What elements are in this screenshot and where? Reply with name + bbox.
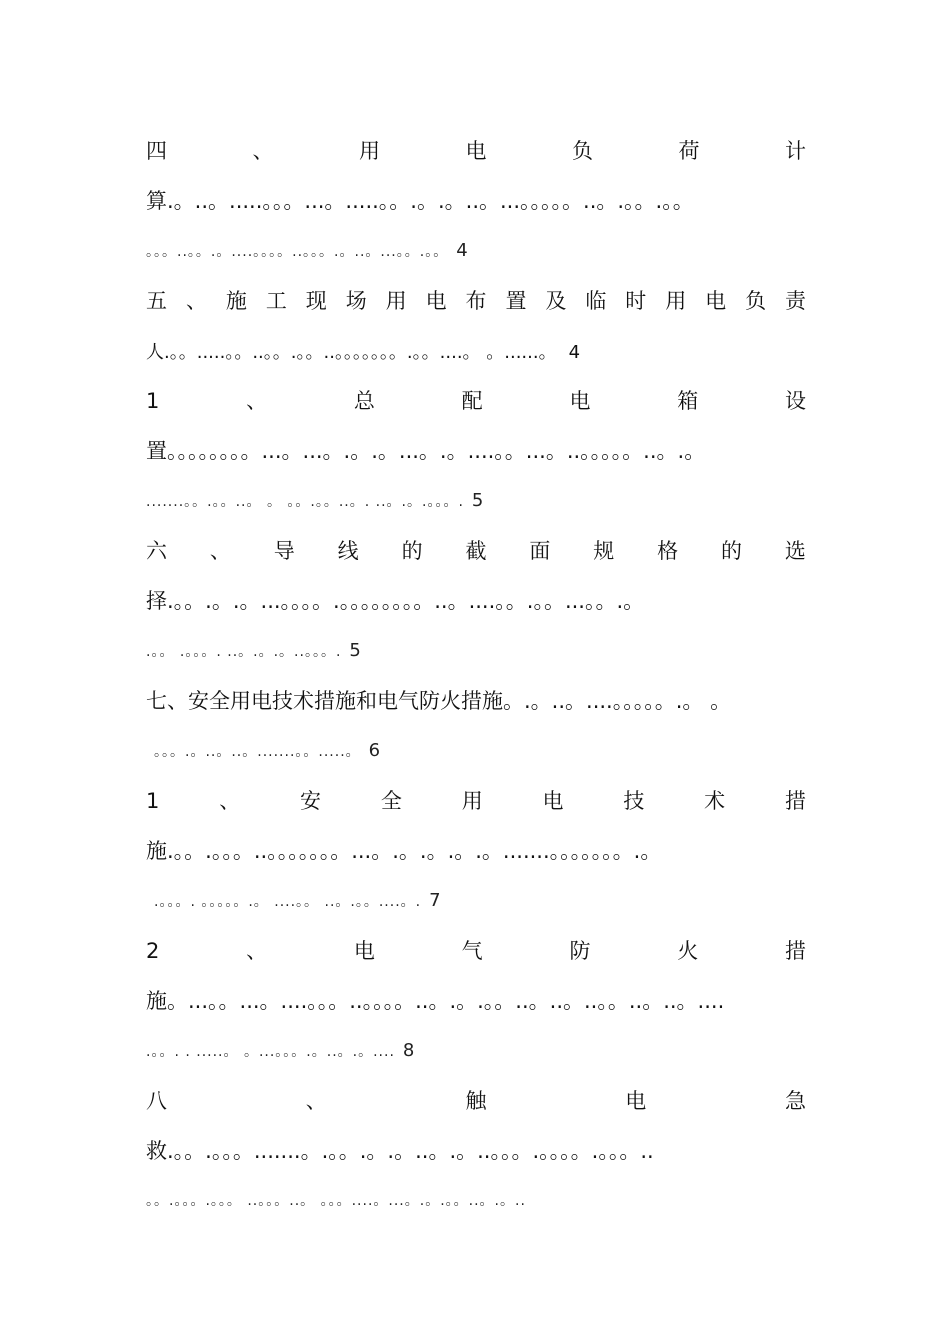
page-number: 6: [368, 740, 382, 761]
title-char: 时: [625, 289, 647, 313]
page-number: 4: [568, 342, 581, 363]
title-char: 线: [337, 539, 359, 563]
title-char: 1: [146, 389, 160, 413]
title-char: 截: [465, 539, 487, 563]
title-char: 场: [345, 289, 367, 313]
title-char: 、: [185, 289, 207, 313]
title-char: 、: [209, 539, 231, 563]
leader-dots: 。。。.。..。..。.......。。.....。: [154, 744, 361, 760]
title-char: 电: [465, 139, 487, 163]
title-char: 总: [353, 389, 375, 413]
title-char: 用: [665, 289, 687, 313]
title-char: 、: [246, 939, 268, 963]
title-char: 面: [529, 539, 551, 563]
title-char: 负: [572, 139, 593, 163]
title-char: 措: [785, 789, 806, 813]
toc-entry-8-line2: 救.。。.。。。.......。.。。.。.。..。.。..。。。.。。。。.。。。..: [146, 1139, 654, 1163]
toc-entry-5-1-line2: 置。。。。。。。。...。...。.。.。...。.。....。。...。..。。。。。..。.。: [146, 439, 706, 463]
title-char: 电: [705, 289, 727, 313]
toc-entry-6-line2: 择.。。.。.。...。。。。.。。。。。。。。..。....。。.。。...。。.。: [146, 589, 645, 613]
page-number: 5: [349, 640, 362, 661]
title-char: 用: [359, 139, 380, 163]
title-char: 临: [585, 289, 607, 313]
toc-entry-5-1-title: [146, 386, 806, 416]
title-char: 施: [225, 289, 247, 313]
toc-entry-7-1-line3: [154, 886, 814, 916]
title-char: 安: [300, 789, 322, 813]
page-number: 4: [456, 240, 469, 261]
title-char: 选: [784, 539, 806, 563]
title-char: 荷: [678, 139, 700, 163]
title-char: 、: [252, 139, 274, 163]
title-char: 责: [785, 289, 806, 313]
title-char: 现: [305, 289, 327, 313]
title-char: 电: [569, 389, 591, 413]
title-char: 电: [425, 289, 447, 313]
title-char: 六: [146, 539, 167, 563]
toc-entry-8-title: [146, 1086, 806, 1116]
title-char: 的: [401, 539, 423, 563]
toc-entry-5-title: [146, 286, 806, 316]
title-char: 电: [625, 1089, 647, 1113]
toc-entry-7-line2: [154, 736, 814, 766]
title-char: 配: [461, 389, 483, 413]
toc-entry-4-line2: 算.。..。.....。。。...。.....。。.。.。..。...。。。。。..。.。。.。。: [146, 189, 694, 213]
page-number: 5: [471, 490, 485, 511]
leader-dots: .......。。.。。..。 。 。。.。。..。. ..。.。.。。。.: [146, 494, 464, 510]
leader-dots: 。。。..。。.。....。。。。..。。。.。..。...。。.。。: [146, 244, 449, 260]
leader-dots: 。。.。。。.。。。 ..。。。..。 。。。....。...。.。.。。..。.。..: [146, 1193, 526, 1209]
toc-entry-5-line2: [146, 336, 806, 366]
toc-entry-5-1-line3: [146, 486, 806, 516]
title-char: 、: [246, 389, 268, 413]
toc-entry-7-line1: 七、安全用电技术措施和电气防火措施。.。..。....。。。。。.。 。: [146, 689, 732, 713]
page-number: 7: [429, 890, 442, 911]
title-char: 用: [461, 789, 483, 813]
toc-entry-4-title: [146, 136, 806, 166]
title-char: 触: [465, 1089, 487, 1113]
title-char: 1: [146, 789, 160, 813]
toc-entry-6-title: [146, 536, 806, 566]
title-char: 工: [265, 289, 287, 313]
title-char: 布: [465, 289, 487, 313]
title-char: 箱: [677, 389, 699, 413]
toc-entry-7-2-title: [146, 936, 806, 966]
toc-entry-7-1-title: [146, 786, 806, 816]
title-char: 全: [380, 789, 402, 813]
toc-entry-7-1-line2: 施.。。.。。。..。。。。。。。...。.。.。.。.。.......。。。。。。。.。: [146, 839, 662, 863]
title-char: 五: [146, 289, 167, 313]
title-char: 计: [785, 139, 806, 163]
title-char: 电: [542, 789, 564, 813]
title-char: 置: [505, 289, 527, 313]
title-char: 导: [273, 539, 295, 563]
title-char: 的: [721, 539, 743, 563]
title-char: 急: [785, 1089, 806, 1113]
title-char: 负: [745, 289, 767, 313]
leader-dots: .。。 .。。。. ..。.。.。..。。。.: [146, 644, 342, 660]
toc-entry-7-2-line2: 施。...。。...。....。。。..。。。。..。.。.。。..。..。..。。..。..。....: [146, 989, 725, 1013]
title-char: 用: [385, 289, 407, 313]
title-char: 、: [305, 1089, 327, 1113]
title-char: 设: [784, 389, 806, 413]
title-char: 术: [704, 789, 726, 813]
toc-entry-7-2-line3: [146, 1036, 806, 1066]
title-char: 气: [461, 939, 483, 963]
title-char: 格: [657, 539, 679, 563]
title-char: 及: [545, 289, 567, 313]
leader-dots: .。。. . .....。 。...。。。.。..。.。....: [146, 1044, 395, 1060]
title-char: 四: [146, 139, 167, 163]
leader-dots: .。。。. 。。。。。.。 ....。。 ..。.。。....。.: [154, 894, 422, 910]
leader-dots: 人.。。.....。。..。。.。。..。。。。。。。.。。....。 。......。: [146, 342, 557, 363]
toc-entry-6-line3: [146, 636, 806, 666]
title-char: 防: [569, 939, 591, 963]
title-char: 措: [784, 939, 806, 963]
title-char: 、: [219, 789, 241, 813]
title-char: 技: [623, 789, 645, 813]
title-char: 火: [677, 939, 699, 963]
title-char: 八: [146, 1089, 167, 1113]
page-number: 8: [402, 1040, 416, 1061]
title-char: 电: [353, 939, 375, 963]
title-char: 2: [146, 939, 160, 963]
toc-entry-8-line3: [146, 1186, 806, 1216]
toc-entry-4-line3: [146, 236, 806, 266]
title-char: 规: [593, 539, 615, 563]
